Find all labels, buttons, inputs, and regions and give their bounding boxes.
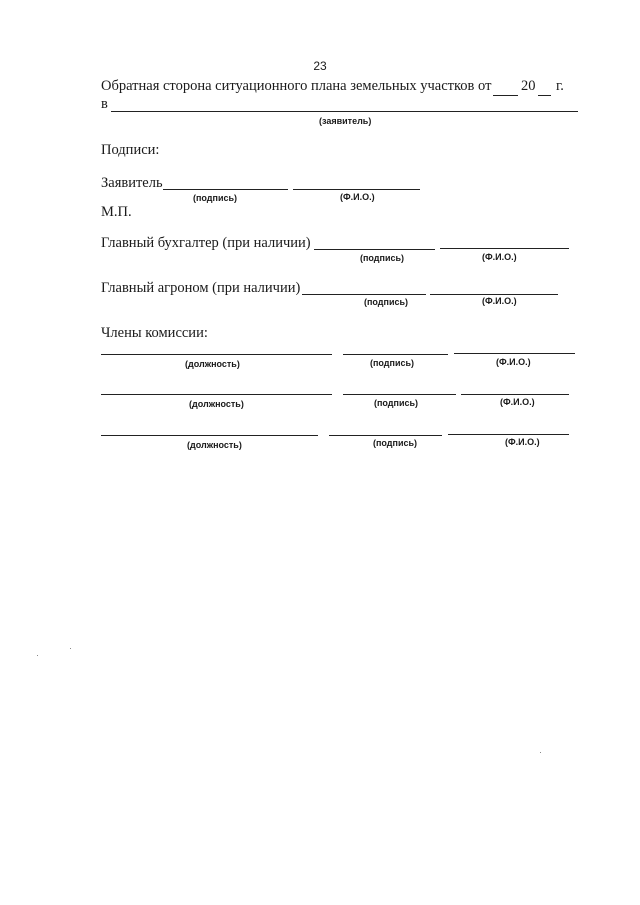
commission-row-3-signature-caption: (подпись) [373, 438, 418, 448]
agronomist-name-line [430, 294, 558, 295]
scan-speck [540, 752, 541, 753]
commission-row-2-name-line [461, 394, 569, 395]
accountant-signature-line [314, 249, 435, 250]
scan-speck [37, 655, 38, 656]
commission-row-1-signature-caption: (подпись) [370, 358, 415, 368]
commission-row-2-name-caption: (Ф.И.О.) [500, 397, 535, 407]
applicant-caption: (заявитель) [319, 116, 372, 126]
year-blank [538, 95, 551, 96]
commission-row-3-name-caption: (Ф.И.О.) [505, 437, 540, 447]
accountant-name-line [440, 248, 569, 249]
commission-row-1-name-line [454, 353, 575, 354]
commission-row-3-signature-line [329, 435, 442, 436]
agronomist-label: Главный агроном (при наличии) [101, 280, 301, 296]
page-number: 23 [313, 59, 327, 73]
applicant-name-line [293, 189, 420, 190]
agronomist-signature-line [302, 294, 426, 295]
commission-row-3-position-caption: (должность) [187, 440, 242, 450]
agronomist-name-caption: (Ф.И.О.) [482, 296, 517, 306]
commission-row-1-name-caption: (Ф.И.О.) [496, 357, 531, 367]
applicant-signature-line [163, 189, 288, 190]
commission-row-1-position-caption: (должность) [185, 359, 240, 369]
commission-row-1-position-line [101, 354, 332, 355]
commission-row-2-signature-caption: (подпись) [374, 398, 419, 408]
commission-row-2-position-caption: (должность) [189, 399, 244, 409]
year-prefix: 20 [521, 78, 536, 94]
applicant-blank [111, 111, 578, 112]
commission-row-1-signature-line [343, 354, 448, 355]
agronomist-signature-caption: (подпись) [364, 297, 409, 307]
accountant-name-caption: (Ф.И.О.) [482, 252, 517, 262]
commission-row-3-name-line [448, 434, 569, 435]
scan-speck [70, 648, 71, 649]
day-blank [493, 95, 518, 96]
commission-row-2-position-line [101, 394, 332, 395]
signatures-title: Подписи: [101, 142, 160, 158]
in-label: в [101, 96, 108, 112]
accountant-signature-caption: (подпись) [360, 253, 405, 263]
applicant-label: Заявитель [101, 175, 163, 191]
commission-row-2-signature-line [343, 394, 456, 395]
accountant-label: Главный бухгалтер (при наличии) [101, 235, 311, 251]
commission-row-3-position-line [101, 435, 318, 436]
commission-title: Члены комиссии: [101, 325, 208, 341]
stamp-label: М.П. [101, 204, 132, 220]
year-suffix: г. [556, 78, 564, 94]
heading-text: Обратная сторона ситуационного плана земельных участков от [101, 78, 492, 94]
applicant-name-caption: (Ф.И.О.) [340, 192, 375, 202]
applicant-signature-caption: (подпись) [193, 193, 238, 203]
